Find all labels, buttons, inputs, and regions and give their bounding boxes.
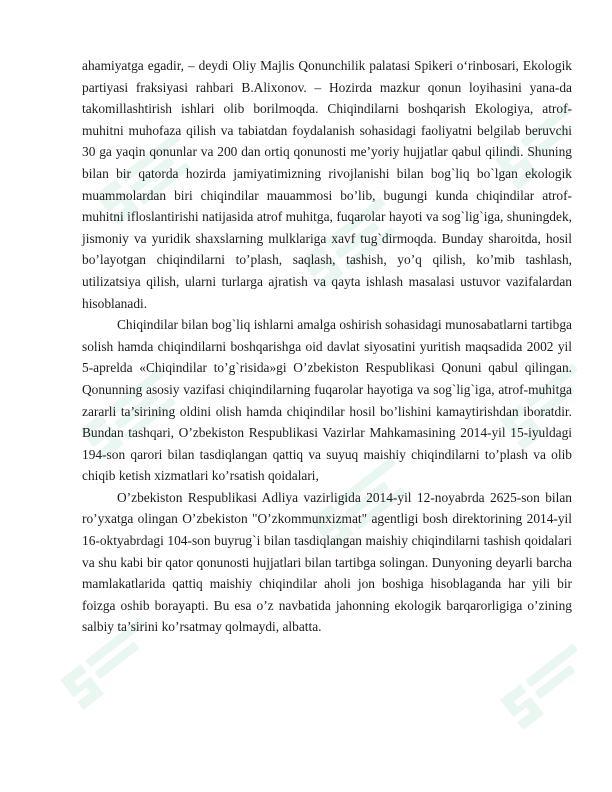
paragraph-2: Chiqindilar bilan bog`liq ishlarni amalga oshirish sohasidagi munosabatlarni tartibga solish hamda chiqindilarni boshqarishga oid davlat siyosatini yuritish maqsadida 2002 yil 5-aprelda «Chiqindilar to’g`risida»gi O’zbekiston Respublikasi Qonuni qabul qilingan. Qonunning asosiy vazifasi chiqindilarning fuqarolar hayotiga va sog`lig`iga, atrof-muhitga zararli ta’sirining oldini olish hamda chiqindilar hosil bo’lishini kamaytirishdan iboratdir. Bundan tashqari, O’zbekiston Respublikasi Vazirlar Mahkamasining 2014-yil 15-iyuldagi 194-son qarori bilan tasdiqlangan qattiq va suyuq maishiy chiqindilarni to’plash va olib chiqib ketish xizmatlari ko’rsatish qoidalari,	[82, 317, 572, 484]
paragraph-1: ahamiyatga egadir, – deydi Oliy Majlis Qonunchilik palatasi Spikeri o‘rinbosari, Ekologik partiyasi fraksiyasi rahbari B.Alixonov. – Hozirda mazkur qonun loyihasini yana-da takomillashtirish ishlari olib borilmoqda. Chiqindilarni boshqarish Ekologiya, atrof-muhitni muhofaza qilish va tabiatdan foydalanish sohasidagi faoliyatni belgilab beruvchi 30 ga yaqin qonunlar va 200 dan ortiq qonunosti me’yoriy hujjatlar qabul qilindi. Shuning bilan bir qatorda hozirda jamiyatimizning rivojlanishi bilan bog`liq bo`lgan ekologik muammolardan biri chiqindilar mauammosi bo’lib, bugungi kunda chiqindilar atrof-muhitni ifloslantirishi natijasida atrof muhitga, fuqarolar hayoti va sog`lig`iga, shuningdek, jismoniy va yuridik shaxslarning mulklariga xavf tug`dirmoqda. Bunday sharoitda, hosil bo’layotgan chiqindilarni to’plash, saqlash, tashish, yo’q qilish, ko’mib tashlash, utilizatsiya qilish, ularni turlarga ajratish va qayta ishlash masalasi ustuvor vazifalardan hisoblanadi.	[82, 58, 572, 311]
body-text	[82, 55, 572, 638]
paragraph-3: O’zbekiston Respublikasi Adliya vazirligida 2014-yil 12-noyabrda 2625-son bilan ro’yxatga olingan O’zbekiston "O’zkommunxizmat" agentligi bosh direktorining 2014-yil 16-oktyabrdagi 104-son buyrug`i bilan tasdiqlangan maishiy chiqindilarni tashish qoidalari va shu kabi bir qator qonunosti hujjatlari bilan tartibga solingan. Dunyoning deyarli barcha mamlakatlarida qattiq maishiy chiqindilar aholi jon boshiga hisoblaganda har yili bir foizga oshib borayapti. Bu esa o’z navbatida jahonning ekologik barqarorligiga o’zining salbiy ta’sirini ko’rsatmay qolmaydi, albatta.	[82, 489, 572, 635]
